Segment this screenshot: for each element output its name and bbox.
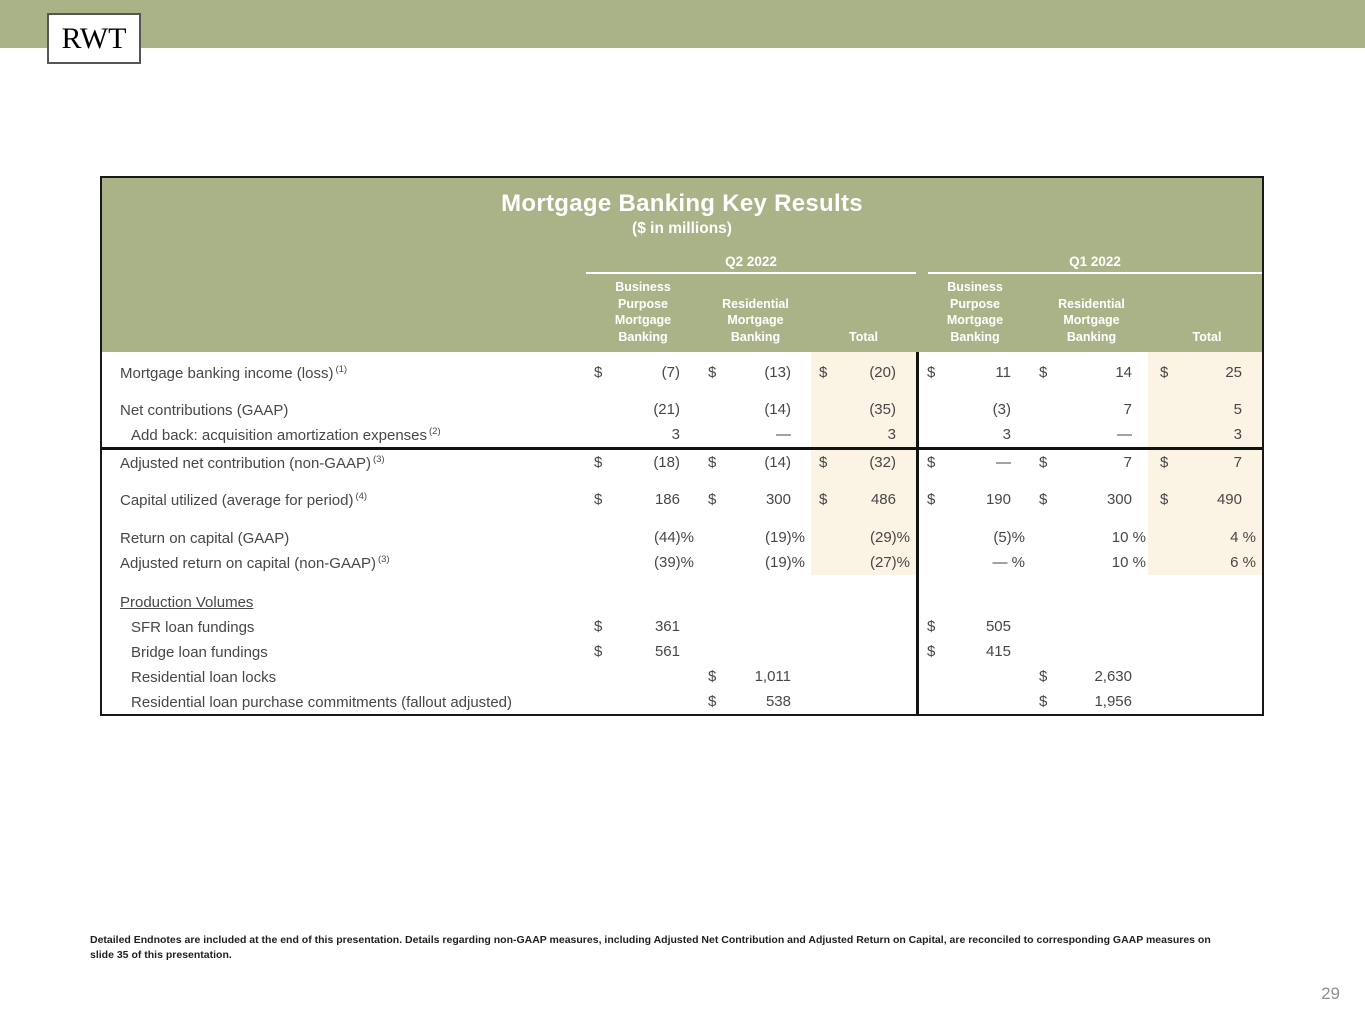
cell-value: 490 [1216,491,1242,508]
cell-value: (5)% [993,529,1025,546]
dollar-sign: $ [594,643,603,660]
cell-value: 7 [1123,454,1132,471]
row-spacer [102,512,1262,525]
table-row [102,550,1262,575]
period-divider [916,352,919,714]
data-cell-q1-bpmb [919,550,1031,575]
dollar-sign: $ [594,618,603,635]
table-row [102,689,1262,714]
cell-value: 3 [1233,426,1242,443]
data-cell-q2-total [811,614,916,639]
dollar-sign: $ [594,454,603,471]
data-cell-q1-bpmb [919,360,1031,385]
dollar-sign: $ [1039,693,1048,710]
cell-value: 11 [995,364,1011,381]
cell-value: (14) [764,401,791,418]
data-cell-q1-bpmb [919,487,1031,512]
dollar-sign: $ [1039,364,1048,381]
data-cell-q1-rmb [1031,614,1152,639]
dollar-sign: $ [708,668,717,685]
data-cell-q1-rmb [1031,487,1152,512]
row-label-footnote-ref: (2) [429,425,441,437]
row-label [102,426,586,444]
cell-value: 25 [1225,364,1242,381]
period-group-q2: Q2 2022 [586,248,916,274]
cell-value: 486 [870,491,896,508]
column-header-q2-bpmb: Business Purpose Mortgage Banking [614,280,672,344]
row-label-text: Return on capital (GAAP) [120,529,290,547]
data-cell-q1-bpmb [919,639,1031,664]
row-label-text: Adjusted return on capital (non-GAAP) [120,554,376,572]
dollar-sign: $ [708,693,717,710]
top-banner [0,0,1365,48]
data-cell-q2-total [811,360,916,385]
dollar-sign: $ [1039,454,1048,471]
data-cell-q2-rmb [700,360,811,385]
dollar-sign: $ [594,364,603,381]
row-label-footnote-ref: (3) [377,553,390,565]
dollar-sign: $ [1160,364,1169,381]
row-label [102,529,586,547]
row-label-text: Adjusted net contribution (non-GAAP) [120,454,371,472]
data-cell-q2-rmb [700,422,811,447]
row-spacer [102,475,1262,487]
column-header-q1-bpmb: Business Purpose Mortgage Banking [946,280,1004,344]
data-cell-q1-total [1152,450,1262,475]
data-cell-q1-bpmb [919,525,1031,550]
data-cell-q2-bpmb [586,487,700,512]
table-header [102,178,1262,352]
cell-value: 10 % [1111,554,1146,571]
data-cell-q1-rmb [1031,664,1152,689]
data-cell-q2-bpmb [586,525,700,550]
row-label-text: Capital utilized (average for period) [120,491,354,509]
data-cell-q2-rmb [700,664,811,689]
row-label-text: Production Volumes [120,593,254,611]
cell-value: — [996,454,1011,471]
data-cell-q1-bpmb [919,589,1031,614]
data-cell-q2-bpmb [586,550,700,575]
column-header-q1-rmb: Residential Mortgage Banking [1058,296,1125,344]
cell-value: 5 [1233,401,1242,418]
row-label [102,593,586,611]
dollar-sign: $ [819,454,828,471]
data-cell-q1-rmb [1031,550,1152,575]
cell-value: 3 [671,426,680,443]
dollar-sign: $ [708,364,717,381]
row-label-text: Residential loan purchase commitments (fallout adjusted) [131,693,513,711]
table-subtitle: ($ in millions) [632,220,732,237]
data-cell-q1-rmb [1031,589,1152,614]
row-label-text: Add back: acquisition amortization expenses [131,426,428,444]
cell-value: (13) [764,364,791,381]
dollar-sign: $ [1039,668,1048,685]
cell-value: 300 [1106,491,1132,508]
data-cell-q2-bpmb [586,450,700,475]
brand-logo-text: RWT [61,21,127,55]
data-cell-q2-total [811,639,916,664]
data-cell-q2-rmb [700,689,811,714]
data-cell-q1-rmb [1031,639,1152,664]
row-label-footnote-ref: (4) [355,490,368,502]
row-label [102,693,586,711]
cell-value: (3) [992,401,1011,418]
cell-value: (29)% [869,529,910,546]
cell-value: — % [992,554,1025,571]
row-label-text: Net contributions (GAAP) [120,401,289,419]
dollar-sign: $ [1039,491,1048,508]
dollar-sign: $ [819,491,828,508]
page-number: 29 [1321,984,1340,1003]
data-cell-q2-rmb [700,397,811,422]
row-spacer [102,385,1262,397]
data-cell-q1-bpmb [919,422,1031,447]
data-cell-q2-bpmb [586,614,700,639]
table-row [102,422,1262,447]
data-cell-q1-total [1152,589,1262,614]
results-table [100,176,1264,716]
data-cell-q2-bpmb [586,689,700,714]
table-row [102,450,1262,475]
row-label [102,491,586,509]
data-cell-q2-bpmb [586,664,700,689]
row-spacer [102,575,1262,589]
table-title: Mortgage Banking Key Results [501,190,863,217]
data-cell-q2-rmb [700,639,811,664]
dollar-sign: $ [708,491,717,508]
data-cell-q2-total [811,450,916,475]
cell-value: 300 [765,491,791,508]
column-header-q1-total: Total [1192,329,1222,344]
dollar-sign: $ [1160,454,1169,471]
data-cell-q1-total [1152,422,1262,447]
cell-value: (18) [653,454,680,471]
table-row [102,589,1262,614]
data-cell-q2-total [811,422,916,447]
data-cell-q2-total [811,689,916,714]
dollar-sign: $ [927,618,936,635]
cell-value: (21) [653,401,680,418]
row-label-text: Residential loan locks [131,668,277,686]
brand-logo [47,13,141,64]
cell-value: 415 [985,643,1011,660]
data-cell-q1-rmb [1031,360,1152,385]
row-label-footnote-ref: (3) [372,453,385,465]
row-label-footnote-ref: (1) [335,363,348,375]
dollar-sign: $ [927,364,936,381]
cell-value: (27)% [869,554,910,571]
data-cell-q1-bpmb [919,450,1031,475]
period-group-q1: Q1 2022 [928,248,1262,274]
data-cell-q1-total [1152,689,1262,714]
row-label [102,554,586,572]
data-cell-q1-bpmb [919,689,1031,714]
period-group-row [102,248,1262,274]
cell-value: 190 [985,491,1011,508]
cell-value: 3 [1002,426,1011,443]
row-label-text: SFR loan fundings [131,618,255,636]
row-label-text: Mortgage banking income (loss) [120,364,334,382]
table-row [102,525,1262,550]
table-row [102,664,1262,689]
data-cell-q1-total [1152,664,1262,689]
table-row [102,487,1262,512]
cell-value: 14 [1115,364,1132,381]
data-cell-q2-total [811,487,916,512]
cell-value: (19)% [764,554,805,571]
data-cell-q1-rmb [1031,450,1152,475]
cell-value: 7 [1123,401,1132,418]
dollar-sign: $ [594,491,603,508]
row-label-text: Bridge loan fundings [131,643,268,661]
cell-value: (44)% [653,529,694,546]
data-cell-q1-rmb [1031,525,1152,550]
column-header-q2-rmb: Residential Mortgage Banking [722,296,789,344]
row-label [102,643,586,661]
cell-value: (14) [764,454,791,471]
table-row [102,397,1262,422]
data-cell-q2-rmb [700,525,811,550]
row-label [102,364,586,382]
data-cell-q1-bpmb [919,664,1031,689]
data-cell-q2-total [811,664,916,689]
cell-value: (39)% [653,554,694,571]
table-row [102,614,1262,639]
data-cell-q1-total [1152,397,1262,422]
data-cell-q2-rmb [700,614,811,639]
cell-value: — [1117,426,1132,443]
data-cell-q1-total [1152,550,1262,575]
row-label [102,668,586,686]
data-cell-q2-rmb [700,550,811,575]
cell-value: 1,956 [1094,693,1132,710]
cell-value: 2,630 [1094,668,1132,685]
dollar-sign: $ [927,491,936,508]
data-cell-q1-total [1152,525,1262,550]
cell-value: (7) [661,364,680,381]
cell-value: 505 [985,618,1011,635]
data-cell-q2-rmb [700,487,811,512]
row-label [102,401,586,419]
cell-value: 10 % [1111,529,1146,546]
cell-value: — [776,426,791,443]
column-header-q2-total: Total [849,329,878,344]
row-label [102,618,586,636]
cell-value: 6 % [1230,554,1256,571]
dollar-sign: $ [708,454,717,471]
column-header-row [102,274,1262,350]
data-cell-q1-total [1152,614,1262,639]
cell-value: 4 % [1230,529,1256,546]
cell-value: (20) [869,364,896,381]
data-cell-q1-bpmb [919,614,1031,639]
data-cell-q1-total [1152,487,1262,512]
data-cell-q2-bpmb [586,422,700,447]
dollar-sign: $ [1160,491,1169,508]
data-cell-q1-rmb [1031,397,1152,422]
table-row [102,360,1262,385]
data-cell-q2-bpmb [586,397,700,422]
data-cell-q1-total [1152,360,1262,385]
section-divider-rule [102,447,1262,450]
data-cell-q2-rmb [700,589,811,614]
data-cell-q2-total [811,525,916,550]
cell-value: (35) [869,401,896,418]
dollar-sign: $ [927,643,936,660]
cell-value: 7 [1233,454,1242,471]
data-cell-q2-bpmb [586,360,700,385]
cell-value: 1,011 [754,668,791,685]
data-cell-q2-total [811,397,916,422]
table-rows-container [102,360,1262,714]
data-cell-q1-bpmb [919,397,1031,422]
data-cell-q2-total [811,550,916,575]
data-cell-q1-rmb [1031,689,1152,714]
data-cell-q2-rmb [700,450,811,475]
data-cell-q1-total [1152,639,1262,664]
cell-value: 538 [765,693,791,710]
cell-value: (32) [869,454,896,471]
table-row [102,639,1262,664]
footnote: Detailed Endnotes are included at the end of this presentation. Details regarding non-GAAP measures, including Adjusted Net Contribution and Adjusted Return on Capital, are reconciled to corresponding GAAP measures on slide 35 of this presentation. [90,934,1211,961]
data-cell-q2-total [811,589,916,614]
dollar-sign: $ [927,454,936,471]
cell-value: (19)% [764,529,805,546]
cell-value: 3 [887,426,896,443]
row-label [102,454,586,472]
data-cell-q1-rmb [1031,422,1152,447]
data-cell-q2-bpmb [586,589,700,614]
table-body [102,352,1262,714]
cell-value: 561 [654,643,680,660]
data-cell-q2-bpmb [586,639,700,664]
dollar-sign: $ [819,364,828,381]
cell-value: 361 [654,618,680,635]
cell-value: 186 [654,491,680,508]
